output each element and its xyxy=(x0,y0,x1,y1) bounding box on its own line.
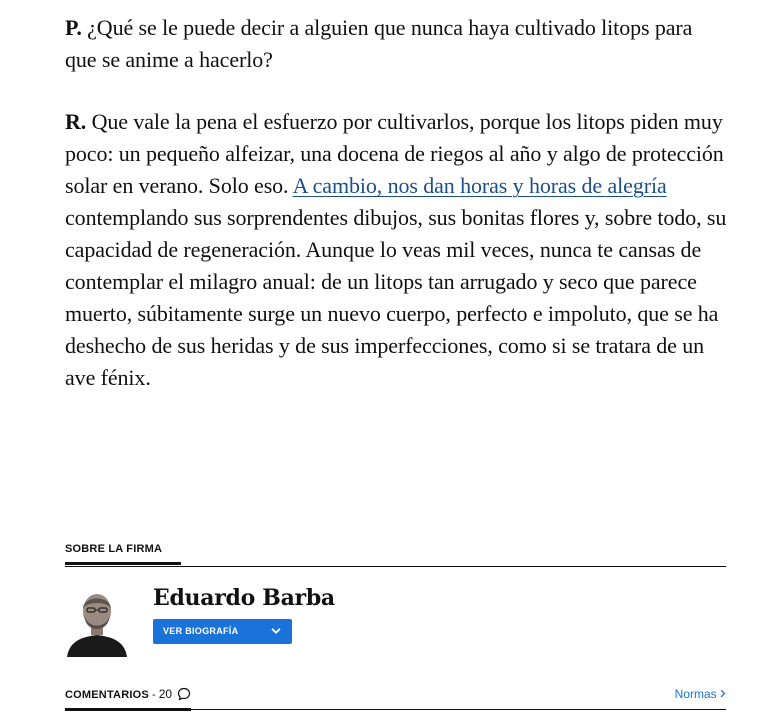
answer-text-before: Que vale la pena el esfuerzo por cultivarlos, porque los litops piden muy poco: un pequeño alfeizar, una docena de riegos al año y algo de protección solar en verano. Solo eso. xyxy=(65,109,724,198)
author-card xyxy=(65,583,726,663)
comments-heading[interactable] xyxy=(65,687,191,711)
article-body xyxy=(65,12,729,424)
rules-link[interactable] xyxy=(675,687,726,701)
author-name[interactable]: Eduardo Barba xyxy=(153,585,335,611)
comments-count: 20 xyxy=(158,687,173,701)
answer-paragraph xyxy=(65,106,729,394)
rules-link-label: Normas xyxy=(674,687,717,701)
view-biography-label: VER BIOGRAFÍA xyxy=(163,626,239,636)
chevron-right-icon xyxy=(720,689,726,698)
comments-bar xyxy=(65,684,726,710)
chevron-down-icon xyxy=(270,625,282,637)
question-label: P. xyxy=(65,15,82,40)
speech-bubble-icon xyxy=(177,687,191,701)
question-text: ¿Qué se le puede decir a alguien que nunca haya cultivado litops para que se anime a hacerlo? xyxy=(65,15,693,72)
answer-label: R. xyxy=(65,109,87,134)
answer-link[interactable]: A cambio, nos dan horas y horas de alegría xyxy=(292,173,667,198)
comments-label: COMENTARIOS xyxy=(65,689,149,701)
answer-text-after: contemplando sus sorprendentes dibujos, sus bonitas flores y, sobre todo, su capacidad de regeneración. Aunque lo veas mil veces, nunca te cansas de contemplar el milagro anual: de un litops tan arrugado y seco que parece muerto, súbitamente surge un nuevo cuerpo, perfecto e impoluto, que se ha deshecho de sus heridas y de sus imperfecciones, como si se tratara de un ave fénix. xyxy=(65,205,727,390)
author-section-label: SOBRE LA FIRMA xyxy=(65,542,181,565)
comments-separator: - xyxy=(151,689,156,701)
question-paragraph xyxy=(65,12,729,76)
author-avatar[interactable] xyxy=(65,585,129,657)
view-biography-button[interactable] xyxy=(153,619,292,644)
author-section-header xyxy=(65,540,726,567)
